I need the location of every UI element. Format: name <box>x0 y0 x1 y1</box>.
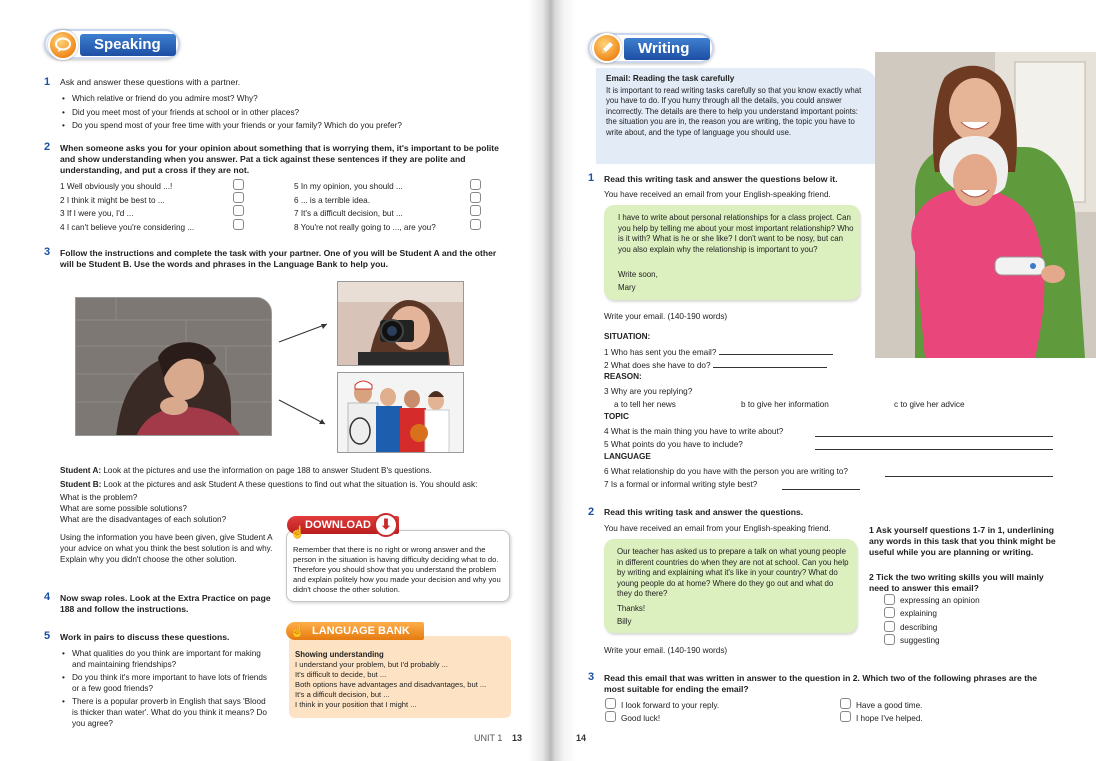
q2-item: 7 It's a difficult decision, but ... <box>294 209 403 218</box>
r-q2-step2: 2 Tick the two writing skills you will mainly need to answer this email? <box>869 572 1044 593</box>
download-arrow-icon: ⬇ <box>374 513 398 537</box>
email-billy-body: Our teacher has asked us to prepare a talk on what young people in different countries do when they are not at school. Can you help by writing and explaining what it's like in your country? What do young people do at home? Where do they go out and what do they do there? <box>617 547 849 599</box>
student-b-text: Look at the pictures and ask Student A these questions to find out what the situation is. You should ask: <box>103 480 478 489</box>
phrase-checkbox[interactable] <box>605 711 616 722</box>
language-bank-line: It's difficult to decide, but ... <box>295 670 387 679</box>
r-q1-instruction: Write your email. (140-190 words) <box>604 312 728 321</box>
language-bank-line: I understand your problem, but I'd probably ... <box>295 660 448 669</box>
q5-bullet: • What qualities do you think are important for making and maintaining friendships? <box>72 648 272 670</box>
phrase-checkbox[interactable] <box>840 698 851 709</box>
phrase-checkbox[interactable] <box>605 698 616 709</box>
tick-box[interactable] <box>470 192 481 203</box>
q2-number: 2 <box>44 141 51 153</box>
pencil-icon <box>592 33 622 63</box>
student-a-label: Student A: <box>60 466 102 475</box>
student-a-text: Look at the pictures and use the information on page 188 to answer Student B's questions. <box>103 466 432 475</box>
q1-bullet: • Do you spend most of your free time with your friends or your family? Which do you prefer? <box>72 120 402 131</box>
language-bank-line: It's a difficult decision, but ... <box>295 690 390 699</box>
writing-title: Writing <box>624 38 710 60</box>
answer-line[interactable] <box>815 441 1053 450</box>
download-label: DOWNLOAD <box>305 519 371 531</box>
q2-item: 1 Well obviously you should ...! <box>60 182 173 191</box>
q2-heading: When someone asks you for your opinion about something that is worrying them, it's important to be polite and show understanding when you answer. Pat a tick against these sentences if they are polite and understanding, and put a cross if they are not. <box>60 143 499 175</box>
student-b-question: What is the problem? <box>60 493 138 502</box>
student-b-question: What are some possible solutions? <box>60 504 187 513</box>
email-billy-name: Billy <box>617 617 632 626</box>
q5-bullet: • There is a popular proverb in English that says 'Blood is thicker than water'. What do you think it means? Do you agree? <box>72 696 272 729</box>
r-q2-number: 2 <box>588 506 595 518</box>
question-text: 2 What does she have to do? <box>604 361 711 370</box>
q3-number: 3 <box>44 246 51 258</box>
unit-label: UNIT 1 <box>474 733 503 743</box>
cursor-icon: ☝ <box>290 525 305 539</box>
r-q1-number: 1 <box>588 172 595 184</box>
answer-line[interactable] <box>719 346 833 355</box>
q5-heading: Work in pairs to discuss these questions. <box>60 632 230 642</box>
language-bank-box <box>289 636 511 718</box>
situation-label: SITUATION: <box>604 332 651 341</box>
tick-box[interactable] <box>470 219 481 230</box>
skill-checkbox[interactable] <box>884 594 895 605</box>
r-q1-intro: You have received an email from your English-speaking friend. <box>604 190 831 199</box>
tick-box[interactable] <box>470 179 481 190</box>
phrase-label: I look forward to your reply. <box>621 701 720 710</box>
question-text: 1 Who has sent you the email? <box>604 348 717 357</box>
language-bank-title: Showing understanding <box>295 650 384 659</box>
download-box <box>286 530 510 602</box>
q2-item: 8 You're not really going to ..., are you? <box>294 223 436 232</box>
answer-line[interactable] <box>782 481 860 490</box>
q1-bullet: • Which relative or friend do you admire most? Why? <box>72 93 258 104</box>
skill-checkbox[interactable] <box>884 621 895 632</box>
reason-label: REASON: <box>604 372 642 381</box>
tick-box[interactable] <box>233 192 244 203</box>
skill-checkbox[interactable] <box>884 634 895 645</box>
email-mary-signoff: Write soon, <box>618 270 658 279</box>
reason-question: 3 Why are you replying? <box>604 387 693 396</box>
download-text: Remember that there is no right or wrong answer and the person in the situation is having difficulty deciding what to do. Therefore you should show that you understand the problem and explain politely how you made your decision and why you didn't choose the other solution. <box>293 545 501 594</box>
student-a-line <box>60 465 520 476</box>
tick-box[interactable] <box>470 205 481 216</box>
q4-number: 4 <box>44 591 51 603</box>
answer-line[interactable] <box>713 359 827 368</box>
q1-bullet: • Did you meet most of your friends at school or in other places? <box>72 107 299 118</box>
topic-question: 4 What is the main thing you have to write about? <box>604 427 784 436</box>
email-billy <box>604 539 857 633</box>
speech-bubble-icon <box>48 30 78 60</box>
phrase-label: Have a good time. <box>856 701 923 710</box>
r-q2-heading: Read this writing task and answer the questions. <box>604 507 804 517</box>
q5-bullet: • Do you think it's more important to have lots of friends or a few good friends? <box>72 672 272 694</box>
r-q3-number: 3 <box>588 671 595 683</box>
language-bank-lines <box>295 660 486 710</box>
speaking-title: Speaking <box>80 34 176 56</box>
phrase-label: I hope I've helped. <box>856 714 923 723</box>
q4-heading: Now swap roles. Look at the Extra Practice on page 188 and follow the instructions. <box>60 593 271 614</box>
language-bank-tag <box>286 622 424 640</box>
student-b-line <box>60 479 520 490</box>
r-q2-instruction: Write your email. (140-190 words) <box>604 646 728 655</box>
tip-text: It is important to read writing tasks carefully so that you know exactly what you have to do. If you hurry through all the details, you could answer incorrectly. The details are there to help you understand important points: the situation you are in, the reason you are writing, the topic you have to write about, and the type of language you should use. <box>606 86 862 137</box>
q2-item: 2 I think it might be best to ... <box>60 196 165 205</box>
language-label: LANGUAGE <box>604 452 651 461</box>
q5-number: 5 <box>44 630 51 642</box>
situation-question <box>604 359 827 371</box>
option-c[interactable]: c to give her advice <box>894 400 965 409</box>
photographer-photo <box>337 281 464 366</box>
page-number: 14 <box>576 733 587 743</box>
q2-item: 3 If I were you, I'd ... <box>60 209 134 218</box>
r-q2-intro: You have received an email from your English-speaking friend. <box>604 524 831 533</box>
phrase-checkbox[interactable] <box>840 711 851 722</box>
r-q3-heading: Read this email that was written in answer to the question in 2. Which two of the following phrases are the most suitable for ending the email? <box>604 673 1038 694</box>
language-bank-label: LANGUAGE BANK <box>312 625 410 637</box>
tick-box[interactable] <box>233 219 244 230</box>
option-a[interactable]: a to tell her news <box>614 400 676 409</box>
language-bank-line: I think in your position that I might ... <box>295 700 417 709</box>
sad-girl-photo <box>75 297 272 436</box>
student-b-label: Student B: <box>60 480 102 489</box>
option-b[interactable]: b to give her information <box>741 400 829 409</box>
cursor-icon: ☝ <box>290 624 305 638</box>
language-bank-line: Both options have advantages and disadvantages, but ... <box>295 680 487 689</box>
q1-number: 1 <box>44 76 51 88</box>
skill-label: describing <box>900 623 938 632</box>
advice-text: Using the information you have been given, give Student A your advice on what you think the best solution is and why. Explain why you didn't choose the other solution. <box>60 533 273 564</box>
arrows <box>277 320 333 430</box>
email-mary-body: I have to write about personal relationships for a class project. Can you help by telling me about your most important relationship? Who is it with? What is he or she like? I don't want to be nosy, but can you also explain why the relationship is important to you? <box>618 213 854 254</box>
situation-question <box>604 346 833 358</box>
right-page <box>548 0 1096 761</box>
topic-label: TOPIC <box>604 412 629 421</box>
skill-label: explaining <box>900 609 937 618</box>
r-q1-heading: Read this writing task and answer the questions below it. <box>604 174 838 184</box>
tick-box[interactable] <box>233 179 244 190</box>
topic-question: 5 What points do you have to include? <box>604 440 743 449</box>
answer-line[interactable] <box>815 428 1053 437</box>
skill-label: suggesting <box>900 636 940 645</box>
email-mary <box>604 205 860 300</box>
email-mary-name: Mary <box>618 283 636 292</box>
friends-group-photo <box>337 372 464 453</box>
skill-label: expressing an opinion <box>900 596 980 605</box>
r-q2-step1: 1 Ask yourself questions 1-7 in 1, underlining any words in this task that you think might be useful while you are planning or writing. <box>869 525 1056 557</box>
tip-box <box>596 68 878 164</box>
language-question: 6 What relationship do you have with the person you are writing to? <box>604 467 848 476</box>
student-b-question: What are the disadvantages of each solution? <box>60 515 227 524</box>
q2-item: 6 ... is a terrible idea. <box>294 196 370 205</box>
page-number: 13 <box>512 733 523 743</box>
q1-heading: Ask and answer these questions with a partner. <box>60 77 241 87</box>
skill-checkbox[interactable] <box>884 607 895 618</box>
phrase-label: Good luck! <box>621 714 661 723</box>
tick-box[interactable] <box>233 205 244 216</box>
answer-line[interactable] <box>885 468 1053 477</box>
tip-title: Email: Reading the task carefully <box>606 74 735 83</box>
q2-item: 4 I can't believe you're considering ... <box>60 223 195 232</box>
grandmother-granddaughter-photo <box>875 52 1096 358</box>
q2-item: 5 In my opinion, you should ... <box>294 182 403 191</box>
q3-heading: Follow the instructions and complete the task with your partner. One of you will be Student A and the other will be Student B. Use the words and phrases in the Language Bank to help you. <box>60 248 497 269</box>
email-billy-thanks: Thanks! <box>617 604 646 613</box>
language-question: 7 Is a formal or informal writing style best? <box>604 480 758 489</box>
